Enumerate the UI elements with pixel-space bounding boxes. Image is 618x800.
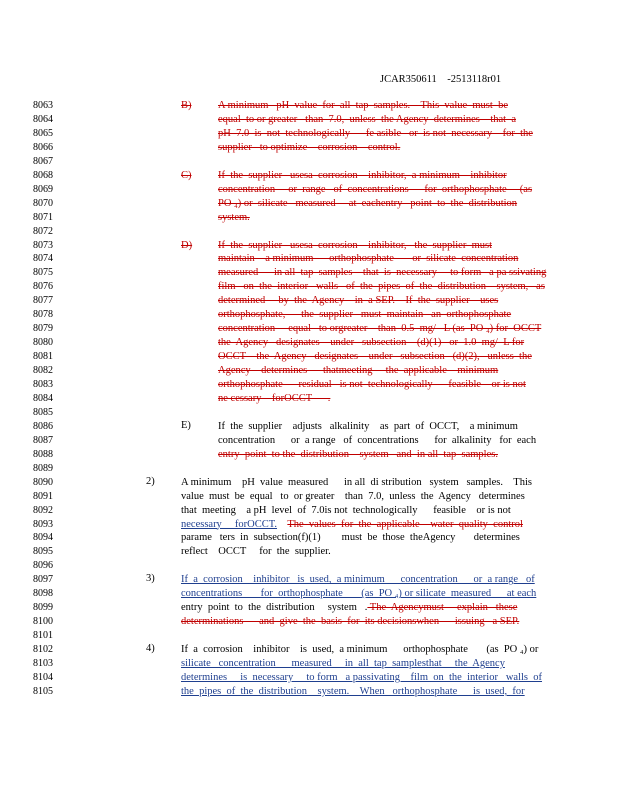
item-3-line <box>181 588 536 599</box>
item-d-line <box>218 393 330 404</box>
item-b-line <box>218 128 533 139</box>
deleted-text: maintain a minimum orthophosphate or silicate concentration <box>218 253 519 265</box>
line-number: 8077 <box>33 295 53 307</box>
line-number: 8076 <box>33 281 53 293</box>
item-d-line <box>218 253 518 264</box>
line-number: 8066 <box>33 141 53 153</box>
deleted-text: equal to or greater than 7.0, unless the Agency determines that a <box>218 113 516 125</box>
line-number: 8085 <box>33 406 53 418</box>
line-number: 8079 <box>33 323 53 335</box>
deleted-text: the Agency designates under subsection (d)(1) or 1.0 mg/ L for <box>218 337 525 349</box>
line-number: 8105 <box>33 685 53 697</box>
item-4-line <box>181 672 542 683</box>
line-number: 8072 <box>33 225 53 237</box>
item-2-line <box>181 505 511 516</box>
line-number: 8098 <box>33 588 53 600</box>
item-4-line <box>181 658 505 669</box>
line-number: 8087 <box>33 434 53 446</box>
line-number: 8082 <box>33 365 53 377</box>
deleted-text: concentration or range of concentrations for orthophosphate (as <box>218 183 533 195</box>
line-number: 8080 <box>33 337 53 349</box>
line-number: 8071 <box>33 211 53 223</box>
inserted-text: the pipes of the distribution system. When orthophosphate is used, for <box>181 685 525 697</box>
line-number: 8094 <box>33 532 53 544</box>
deleted-text: system. <box>218 211 250 223</box>
line-number: 8096 <box>33 560 53 572</box>
line-number: 8089 <box>33 462 53 474</box>
deleted-text: If the supplier usesa corrosion inhibitor, the supplier must <box>218 239 492 251</box>
item-2-line <box>181 477 532 488</box>
item-d-line <box>218 281 545 292</box>
deleted-text: measured in all tap samples that is necessary to form a pa ssivating <box>218 267 547 279</box>
item-4-line <box>181 644 538 655</box>
line-number: 8099 <box>33 602 53 614</box>
item-c-line <box>218 170 507 181</box>
item-d-line <box>218 323 541 334</box>
line-number: 8100 <box>33 616 53 628</box>
body-text: value must be equal to or greater than 7.0, unless the Agency determines <box>181 490 525 502</box>
item-e-line <box>218 435 536 446</box>
item-3-line <box>181 602 517 613</box>
deleted-text: orthophosphate, the supplier must maintain an orthophosphate <box>218 309 512 321</box>
item-2-line <box>181 491 525 502</box>
line-number: 8074 <box>33 253 53 265</box>
item-b-line <box>218 114 516 125</box>
deleted-text: film on the interior walls of the pipes of the distribution system, as <box>218 281 545 293</box>
inserted-text: necessary forOCCT. <box>181 518 278 530</box>
item-c-line <box>218 212 250 223</box>
item-d-line <box>218 379 526 390</box>
body-text: concentration or a range of concentrations for alkalinity for each <box>218 434 537 446</box>
item-2-line <box>181 532 520 543</box>
line-number: 8095 <box>33 546 53 558</box>
deleted-text: entry point to the distribution system and in all tap samples. <box>218 448 498 460</box>
line-number: 8097 <box>33 574 53 586</box>
line-number: 8102 <box>33 644 53 656</box>
deleted-text: determinations and give the basis for its decisionswhen issuing a SEP. <box>181 616 520 628</box>
item-d-line <box>218 309 511 320</box>
item-b-line <box>218 100 508 111</box>
item-d-line <box>218 240 492 251</box>
item-d-label: D) <box>181 240 193 251</box>
inserted-text: concentrations for orthophosphate (as PO ₄) or silicate measured at each <box>181 588 537 600</box>
item-e-label: E) <box>181 420 191 431</box>
line-number: 8064 <box>33 113 53 125</box>
item-e-line <box>218 421 518 432</box>
item-b-label: B) <box>181 100 192 111</box>
deleted-text: ne cessary forOCCT . <box>218 392 331 404</box>
line-number: 8103 <box>33 658 53 669</box>
body-text: that meeting a pH level of 7.0is not technologically feasible or is not <box>181 504 511 516</box>
item-c-line <box>218 198 517 209</box>
inserted-text: determines is necessary to form a passivating film on the interior walls of <box>181 671 543 683</box>
deleted-text: determined by the Agency in a SEP. If the supplier uses <box>218 295 499 307</box>
line-number: 8068 <box>33 169 53 181</box>
item-e-line <box>218 449 498 460</box>
line-number: 8093 <box>33 518 53 530</box>
line-number: 8069 <box>33 183 53 195</box>
line-number: 8092 <box>33 504 53 516</box>
deleted-text: Agency determines thatmeeting the applicable minimum <box>218 365 499 377</box>
item-2-line <box>181 519 523 530</box>
line-number: 8083 <box>33 379 53 390</box>
body-text: parame ters in subsection(f)(1) must be those theAgency determines <box>181 532 520 544</box>
line-number: 8101 <box>33 630 53 642</box>
deleted-text: The Agencymust explain these <box>367 602 518 614</box>
line-number: 8088 <box>33 448 53 460</box>
body-text: If a corrosion inhibitor is used, a minimum orthophosphate (as PO ₄) or <box>181 644 539 656</box>
body-text: reflect OCCT for the supplier. <box>181 546 331 558</box>
deleted-text: OCCT the Agency designates under subsection (d)(2), unless the <box>218 351 532 363</box>
item-d-line <box>218 295 498 306</box>
item-c-label: C) <box>181 170 192 181</box>
deleted-text: PO ₄) or silicate measured at eachentry point to the distribution <box>218 197 518 209</box>
inserted-text: If a corrosion inhibitor is used, a minimum concentration or a range of <box>181 574 535 586</box>
item-c-line <box>218 184 532 195</box>
item-d-line <box>218 337 524 348</box>
deleted-text: supplier to optimize corrosion control. <box>218 141 401 153</box>
line-number: 8070 <box>33 197 53 209</box>
item-d-line <box>218 267 546 278</box>
deleted-text: pH 7.0 is not technologically fe asible or is not necessary for the <box>218 127 533 139</box>
line-number: 8065 <box>33 127 53 139</box>
body-text: If the supplier adjusts alkalinity as part of OCCT, a minimum <box>218 420 518 432</box>
body-text <box>277 519 287 530</box>
item-3-line <box>181 574 535 585</box>
inserted-text: silicate concentration measured in all tap samplesthat the Agency <box>181 658 505 669</box>
deleted-text: A minimum pH value for all tap samples. This value must be <box>218 100 508 111</box>
line-number: 8081 <box>33 351 53 363</box>
item-2-label: 2) <box>146 476 155 487</box>
item-4-line <box>181 686 525 697</box>
deleted-text: If the supplier usesa corrosion inhibitor, a minimum inhibitor <box>218 169 507 181</box>
line-number: 8091 <box>33 490 53 502</box>
deleted-text: orthophosphate residual is not technologically feasible or is not <box>218 379 526 390</box>
line-number: 8063 <box>33 100 53 111</box>
item-b-line <box>218 142 400 153</box>
body-text: A minimum pH value measured in all di stribution system samples. This <box>181 476 532 488</box>
item-d-line <box>218 365 498 376</box>
line-number: 8084 <box>33 392 53 404</box>
item-3-line <box>181 616 519 627</box>
document-header: JCAR350611 -2513118r01 <box>380 74 502 85</box>
line-number: 8086 <box>33 420 53 432</box>
item-4-label: 4) <box>146 643 155 654</box>
body-text: entry point to the distribution system . <box>181 602 368 614</box>
item-3-label: 3) <box>146 573 155 584</box>
item-d-line <box>218 351 532 362</box>
item-2-line <box>181 546 331 557</box>
line-number: 8090 <box>33 476 53 488</box>
deleted-text: concentration equal to orgreater than 0.5 mg/ L (as PO ₄) for OCCT <box>218 323 542 335</box>
line-number: 8104 <box>33 671 53 683</box>
deleted-text: The values for the applicable water quality control <box>287 518 523 530</box>
line-number: 8075 <box>33 267 53 279</box>
line-number: 8067 <box>33 155 53 167</box>
line-number: 8073 <box>33 239 53 251</box>
line-number: 8078 <box>33 309 53 321</box>
